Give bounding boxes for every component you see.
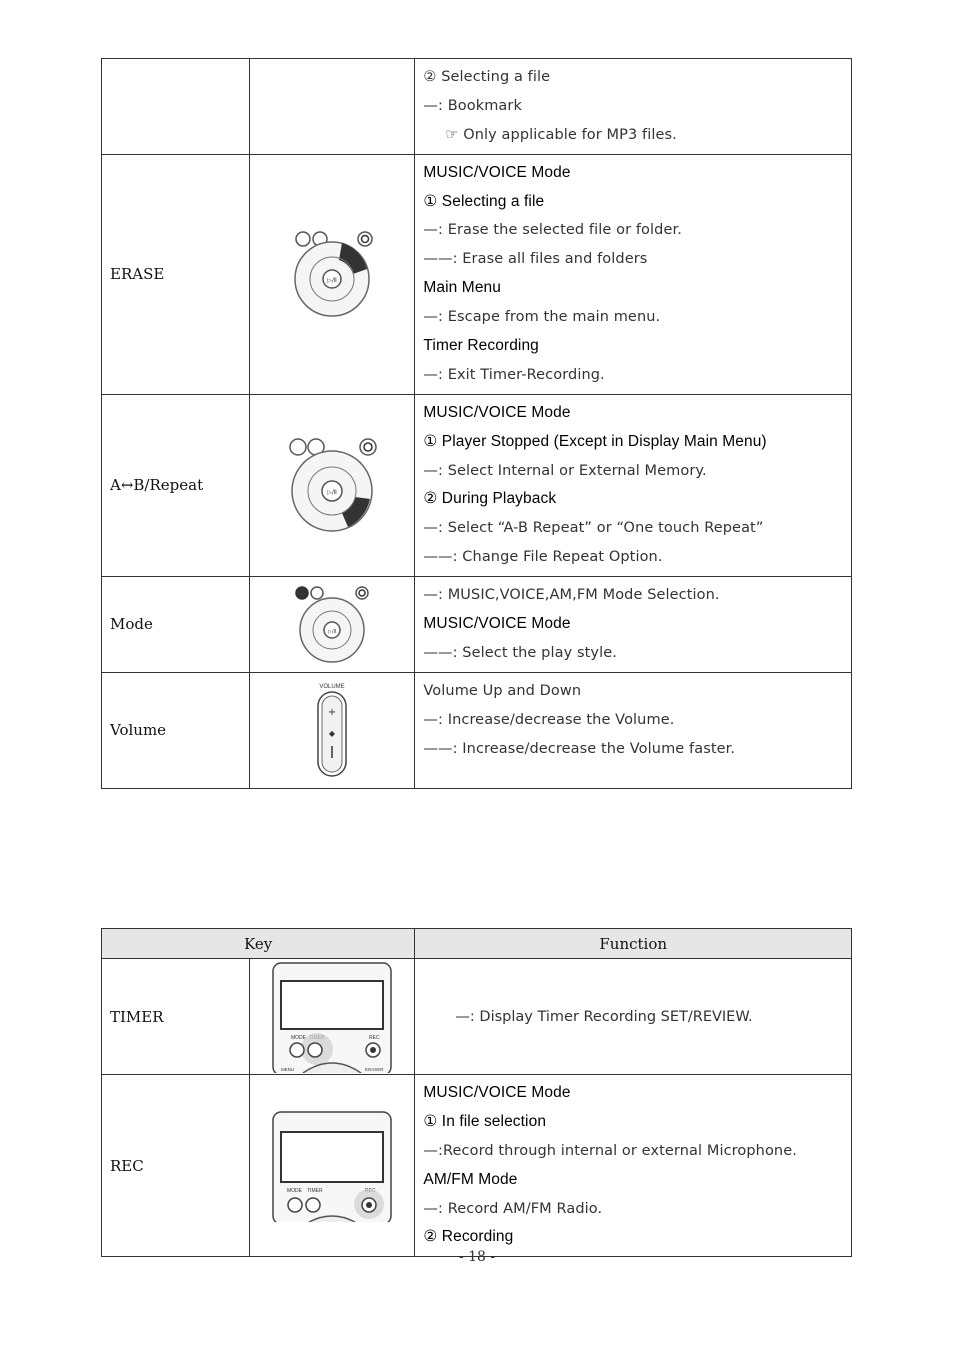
function-line: —:Record through internal or external Microphone.	[423, 1142, 797, 1159]
volume-button-image	[250, 672, 415, 788]
table-row	[102, 672, 852, 788]
dial-ab-repeat-highlight-icon	[282, 435, 382, 535]
table-row	[102, 1075, 852, 1257]
function-heading: ① Selecting a file	[423, 192, 545, 210]
function-heading: Main Menu	[423, 279, 501, 297]
table-row	[102, 959, 852, 1075]
table-row	[102, 577, 852, 673]
key-cell	[102, 59, 250, 155]
key-cell-ab-repeat: A↔B/Repeat	[102, 394, 250, 576]
key-function-table	[101, 928, 852, 1257]
device-rec-highlight-icon	[269, 1110, 395, 1222]
key-cell-mode: Mode	[102, 577, 250, 673]
function-heading: AM/FM Mode	[423, 1170, 518, 1188]
header-function: Function	[415, 929, 852, 959]
function-line: Volume Up and Down	[423, 682, 582, 699]
function-heading: MUSIC/VOICE Mode	[423, 615, 571, 633]
table-row	[102, 59, 852, 155]
rec-button-image	[250, 1075, 415, 1257]
function-line: ——: Change File Repeat Option.	[423, 549, 663, 566]
function-heading: ① In file selection	[423, 1112, 547, 1130]
svg-text:▷/Ⅱ: ▷/Ⅱ	[327, 277, 338, 285]
function-line: —: MUSIC,VOICE,AM,FM Mode Selection.	[423, 587, 720, 604]
function-heading: ① Player Stopped (Except in Display Main Menu)	[423, 432, 767, 450]
volume-label: VOLUME	[319, 684, 345, 691]
function-line: —: Bookmark	[423, 97, 522, 114]
device-mode-label: MODE	[291, 1034, 307, 1041]
svg-text:▷/Ⅱ: ▷/Ⅱ	[327, 489, 338, 497]
svg-text:MODE: MODE	[287, 1187, 303, 1194]
function-cell	[415, 394, 852, 576]
function-line: —: Record AM/FM Radio.	[423, 1200, 603, 1217]
function-cell	[415, 672, 852, 788]
svg-text:▷/Ⅱ: ▷/Ⅱ	[328, 629, 337, 636]
svg-text:◆: ◆	[329, 729, 336, 739]
device-timer-highlight-icon	[269, 961, 395, 1073]
erase-button-image	[250, 154, 415, 394]
function-line: —: Exit Timer-Recording.	[423, 366, 605, 383]
function-line: —: Increase/decrease the Volume.	[423, 711, 675, 728]
table-row	[102, 154, 852, 394]
function-line: ——: Select the play style.	[423, 644, 617, 661]
key-function-table-continued	[101, 58, 852, 789]
key-cell-rec: REC	[102, 1075, 250, 1257]
function-line: ——: Erase all files and folders	[423, 251, 648, 268]
device-menu-label: MENU	[281, 1066, 295, 1072]
function-cell-timer: —: Display Timer Recording SET/REVIEW.	[415, 959, 852, 1075]
image-cell	[250, 59, 415, 155]
function-heading: ② During Playback	[423, 490, 557, 508]
function-cell	[415, 1075, 852, 1257]
table-row	[102, 394, 852, 576]
dial-mode-highlight-icon	[292, 584, 372, 664]
page-number: - 18 -	[458, 1249, 496, 1265]
svg-text:+: +	[328, 707, 337, 719]
function-line: ② Selecting a file	[423, 69, 551, 85]
svg-text:TIMER: TIMER	[307, 1187, 323, 1194]
ab-repeat-button-image	[250, 394, 415, 576]
dial-erase-highlight-icon	[287, 229, 377, 319]
function-line: —: Escape from the main menu.	[423, 309, 661, 326]
function-line: —: Select Internal or External Memory.	[423, 462, 707, 479]
timer-button-image	[250, 959, 415, 1075]
function-line: —: Erase the selected file or folder.	[423, 222, 682, 239]
function-heading: ② Recording	[423, 1228, 514, 1246]
function-heading: MUSIC/VOICE Mode	[423, 1084, 571, 1101]
key-cell-volume: Volume	[102, 672, 250, 788]
key-cell-erase: ERASE	[102, 154, 250, 394]
device-eraser-label: ERASER	[365, 1066, 384, 1072]
key-cell-timer: TIMER	[102, 959, 250, 1075]
table-header-row	[102, 929, 852, 959]
function-cell	[415, 59, 852, 155]
volume-rocker-icon	[312, 682, 352, 778]
device-rec-label: REC	[369, 1034, 380, 1041]
function-cell	[415, 577, 852, 673]
function-heading: Timer Recording	[423, 337, 539, 355]
function-cell	[415, 154, 852, 394]
header-key: Key	[102, 929, 415, 959]
mode-button-image	[250, 577, 415, 673]
function-line: —: Select “A-B Repeat” or “One touch Repeat”	[423, 520, 764, 537]
function-line: ——: Increase/decrease the Volume faster.	[423, 740, 736, 757]
function-heading: MUSIC/VOICE Mode	[423, 163, 571, 181]
function-note: ☞ Only applicable for MP3 files.	[445, 126, 677, 143]
function-heading: MUSIC/VOICE Mode	[423, 403, 571, 421]
